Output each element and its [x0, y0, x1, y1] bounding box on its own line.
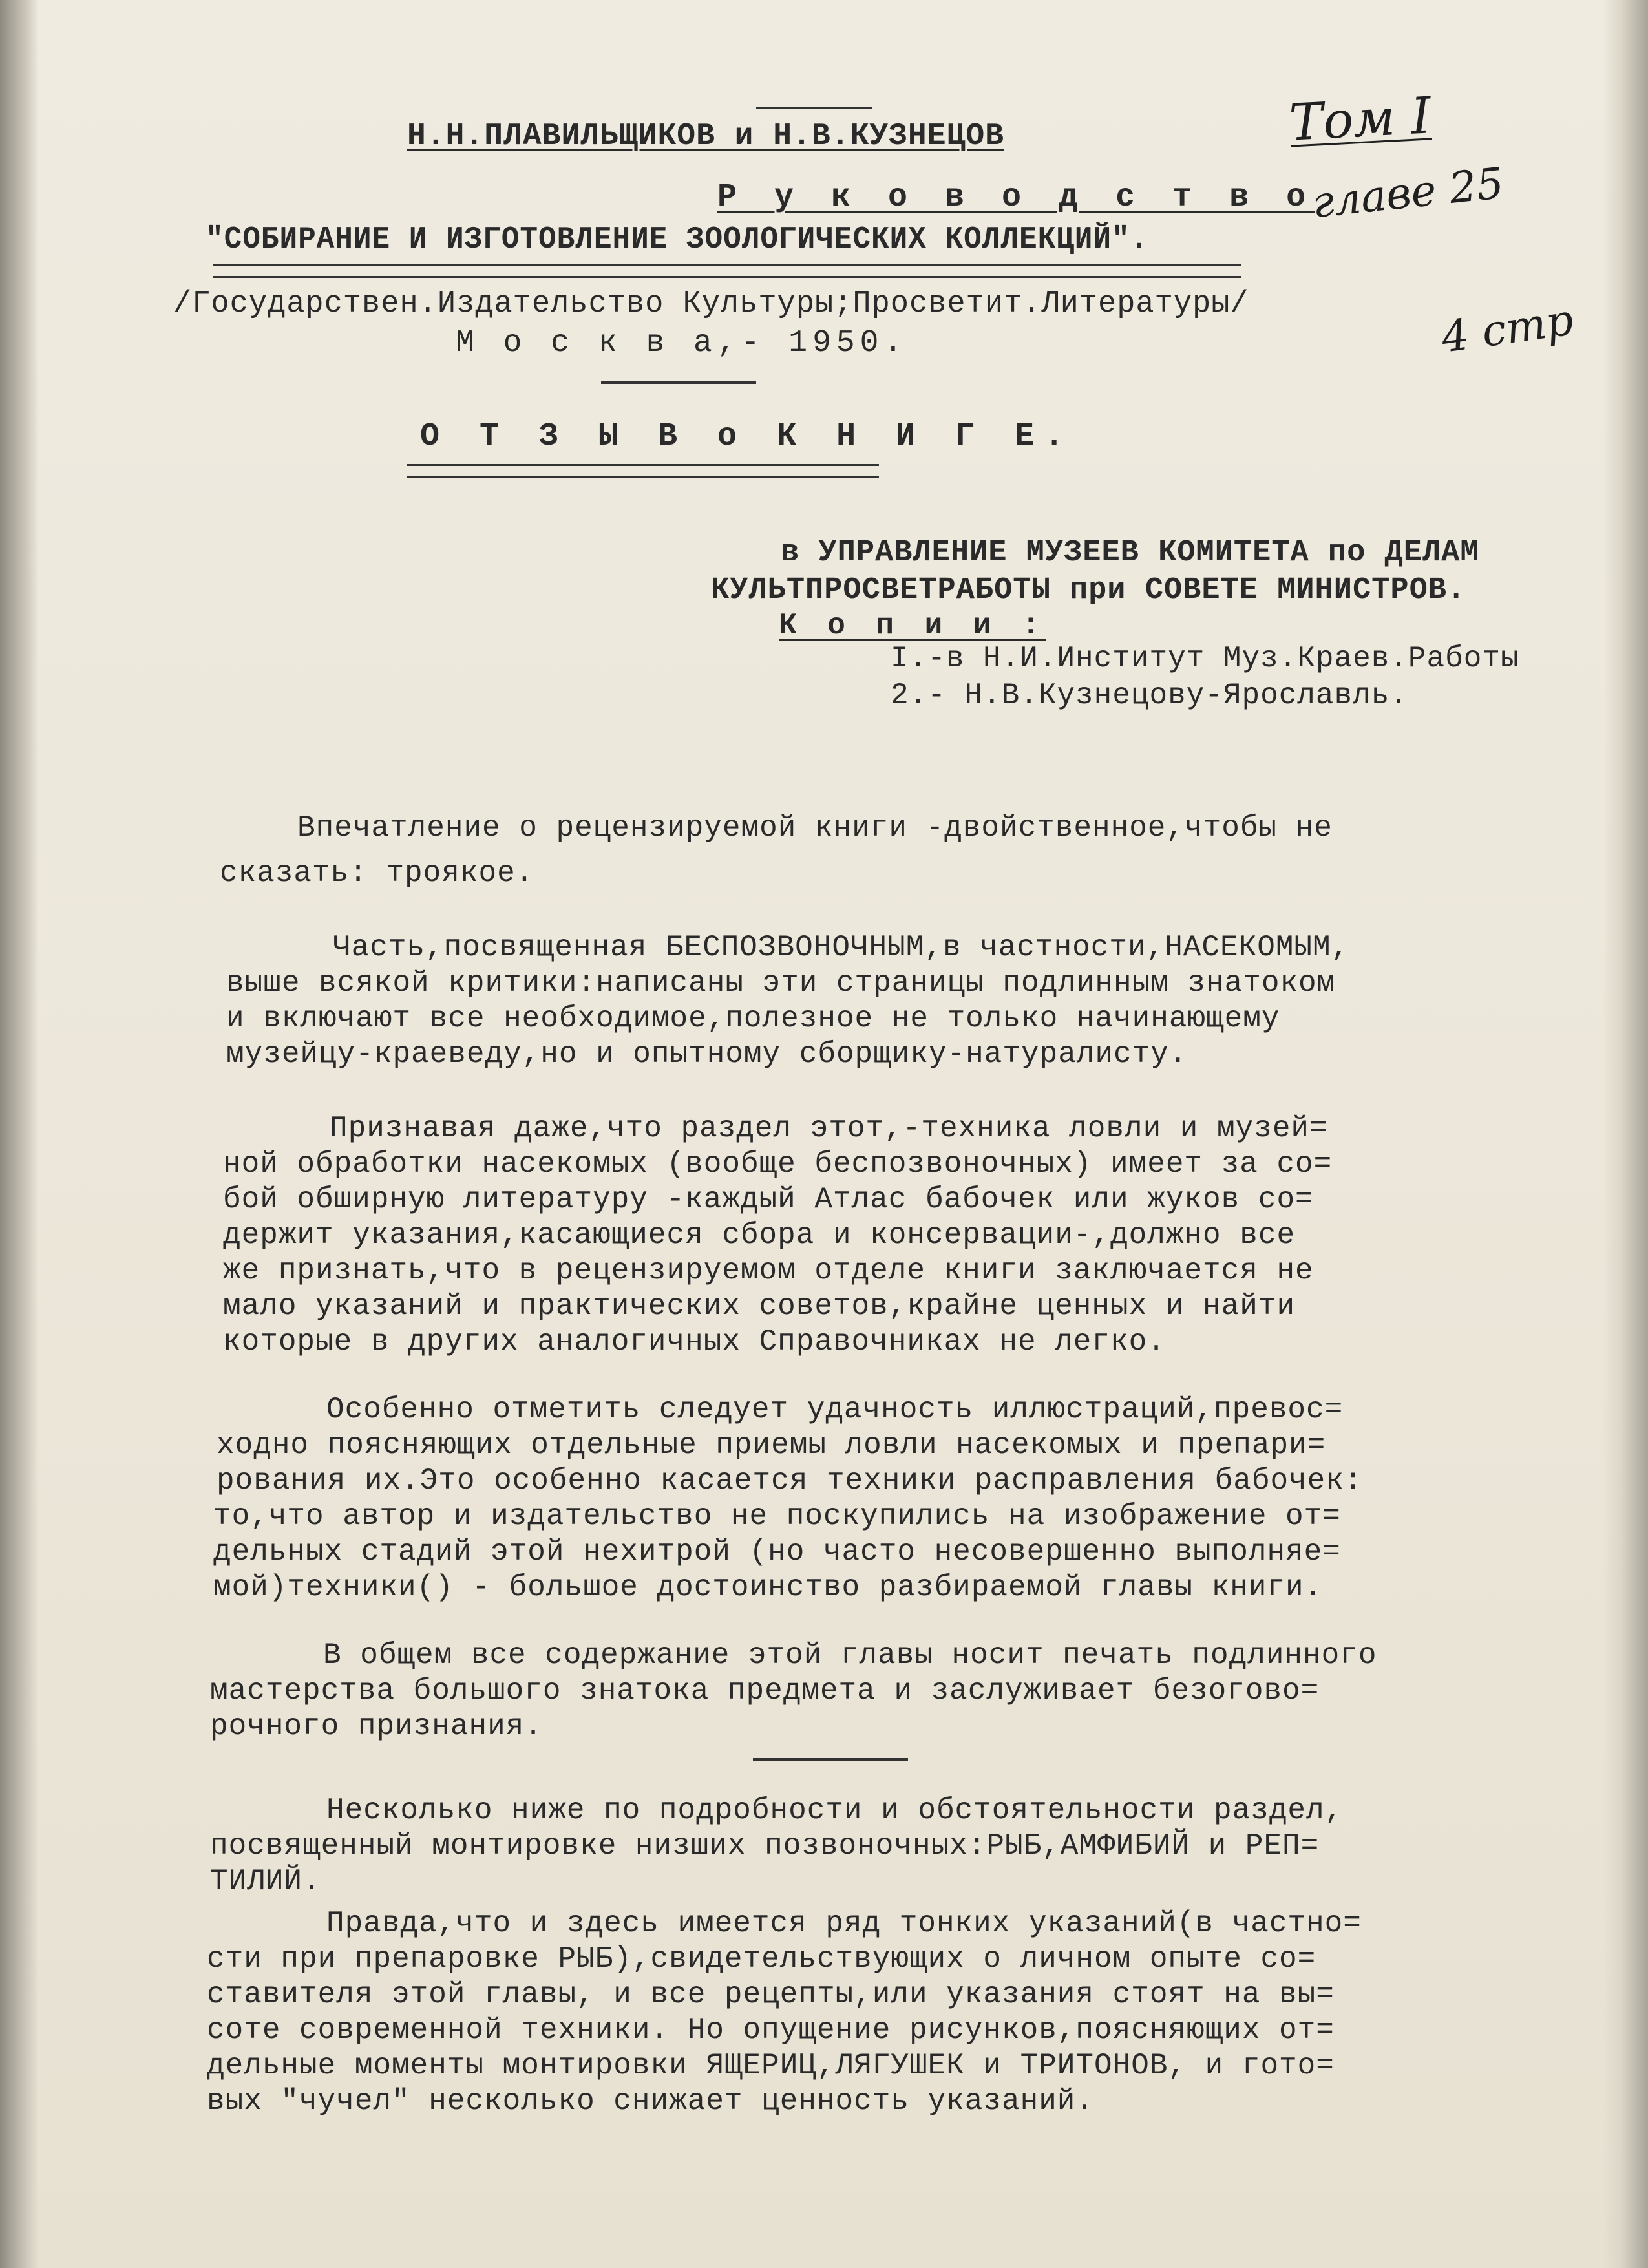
copy-1: I.-в Н.И.Институт Муз.Краев.Работы: [891, 642, 1519, 675]
body-line: мой)техники() - большое достоинство разбираемой главы книги.: [213, 1571, 1323, 1604]
body-line: выше всякой критики:написаны эти страницы подлинным знатоком: [226, 966, 1336, 1000]
body-line: посвященный монтировке низших позвоночных:РЫБ,АМФИБИЙ и РЕП=: [210, 1829, 1320, 1863]
copies-label: К о п и и :: [779, 609, 1046, 642]
review-title: О Т З Ы В о К Н И Г Е.: [420, 418, 1075, 455]
copy-2: 2.- Н.В.Кузнецову-Ярославль.: [891, 679, 1408, 712]
body-line: ной обработки насекомых (вообще беспозвоночных) имеет за со=: [223, 1147, 1333, 1181]
page-left-shadow: [0, 0, 39, 2268]
city-year-line: М о с к в а,- 1950.: [456, 326, 908, 361]
body-line: же признать,что в рецензируемом отделе книги заключается не: [223, 1254, 1314, 1288]
body-line: рочного признания.: [210, 1710, 543, 1743]
page-right-shadow: [1603, 0, 1648, 2268]
title-double-rule: [213, 264, 1241, 278]
addressee-line-1: в УПРАВЛЕНИЕ МУЗЕЕВ КОМИТЕТА по ДЕЛАМ: [781, 536, 1479, 570]
body-line: Часть,посвященная БЕСПОЗВОНОЧНЫМ,в частности,НАСЕКОМЫМ,: [333, 931, 1350, 964]
body-line: мастерства большого знатока предмета и заслуживает безогово=: [210, 1674, 1320, 1708]
body-line: то,что автор и издательство не поскупились на изображение от=: [213, 1500, 1341, 1533]
handwritten-pages: 4 стр: [1438, 295, 1577, 363]
body-line: вых "чучел" несколько снижает ценность указаний.: [207, 2084, 1095, 2118]
body-line: Правда,что и здесь имеется ряд тонких указаний(в частно=: [326, 1907, 1362, 1940]
guide-label: Р у к о в о д с т в о: [717, 179, 1315, 216]
addressee-line-2: КУЛЬТПРОСВЕТРАБОТЫ при СОВЕТЕ МИНИСТРОВ.: [711, 573, 1466, 608]
body-line: рования их.Это особенно касается техники расправления бабочек:: [217, 1464, 1363, 1498]
body-line: соте современной техники. Но опущение рисунков,поясняющих от=: [207, 2013, 1335, 2047]
authors-underline-short: [756, 107, 872, 109]
body-line: ходно поясняющих отдельные приемы ловли насекомых и препари=: [217, 1428, 1326, 1462]
body-line: музейцу-краеведу,но и опытному сборщику-натуралисту.: [226, 1037, 1188, 1071]
handwritten-volume: Том I: [1287, 87, 1433, 153]
body-line: дельных стадий этой нехитрой (но часто несовершенно выполняе=: [213, 1535, 1341, 1569]
city-underline: [601, 381, 756, 384]
publisher-line: /Государствен.Издательство Культуры;Просветит.Литературы/: [173, 287, 1249, 321]
body-line: сказать: троякое.: [220, 856, 534, 890]
body-line: бой обширную литературу -каждый Атлас бабочек или жуков со=: [223, 1183, 1314, 1216]
body-line: держит указания,касающиеся сбора и консервации-,должно все: [223, 1218, 1296, 1252]
body-line: ставителя этой главы, и все рецепты,или указания стоят на вы=: [207, 1978, 1335, 2011]
body-line: Особенно отметить следует удачность иллюстраций,превос=: [326, 1393, 1344, 1426]
body-line: В общем все содержание этой главы носит печать подлинного: [323, 1638, 1377, 1672]
handwritten-chapter: главе 25: [1309, 158, 1506, 228]
body-line: и включают все необходимое,полезное не только начинающему: [226, 1002, 1280, 1035]
body-line: мало указаний и практических советов,крайне ценных и найти: [223, 1289, 1296, 1323]
review-title-double-rule: [407, 464, 879, 478]
section-divider: [753, 1758, 908, 1761]
body-line: Впечатление о рецензируемой книги -двойственное,чтобы не: [297, 811, 1333, 845]
body-line: Признавая даже,что раздел этот,-техника ловли и музей=: [330, 1112, 1328, 1145]
body-line: Несколько ниже по подробности и обстоятельности раздел,: [326, 1794, 1344, 1827]
body-line: дельные моменты монтировки ЯЩЕРИЦ,ЛЯГУШЕК и ТРИТОНОВ, и гото=: [207, 2049, 1335, 2083]
book-title: "СОБИРАНИЕ И ИЗГОТОВЛЕНИЕ ЗООЛОГИЧЕСКИХ КОЛЛЕКЦИЙ".: [206, 222, 1149, 257]
body-line: сти при препаровке РЫБ),свидетельствующих о личном опыте со=: [207, 1942, 1316, 1976]
body-line: которые в других аналогичных Справочниках не легко.: [223, 1325, 1166, 1359]
authors-line: Н.Н.ПЛАВИЛЬЩИКОВ и Н.В.КУЗНЕЦОВ: [407, 119, 1004, 154]
body-line: ТИЛИЙ.: [210, 1865, 321, 1898]
